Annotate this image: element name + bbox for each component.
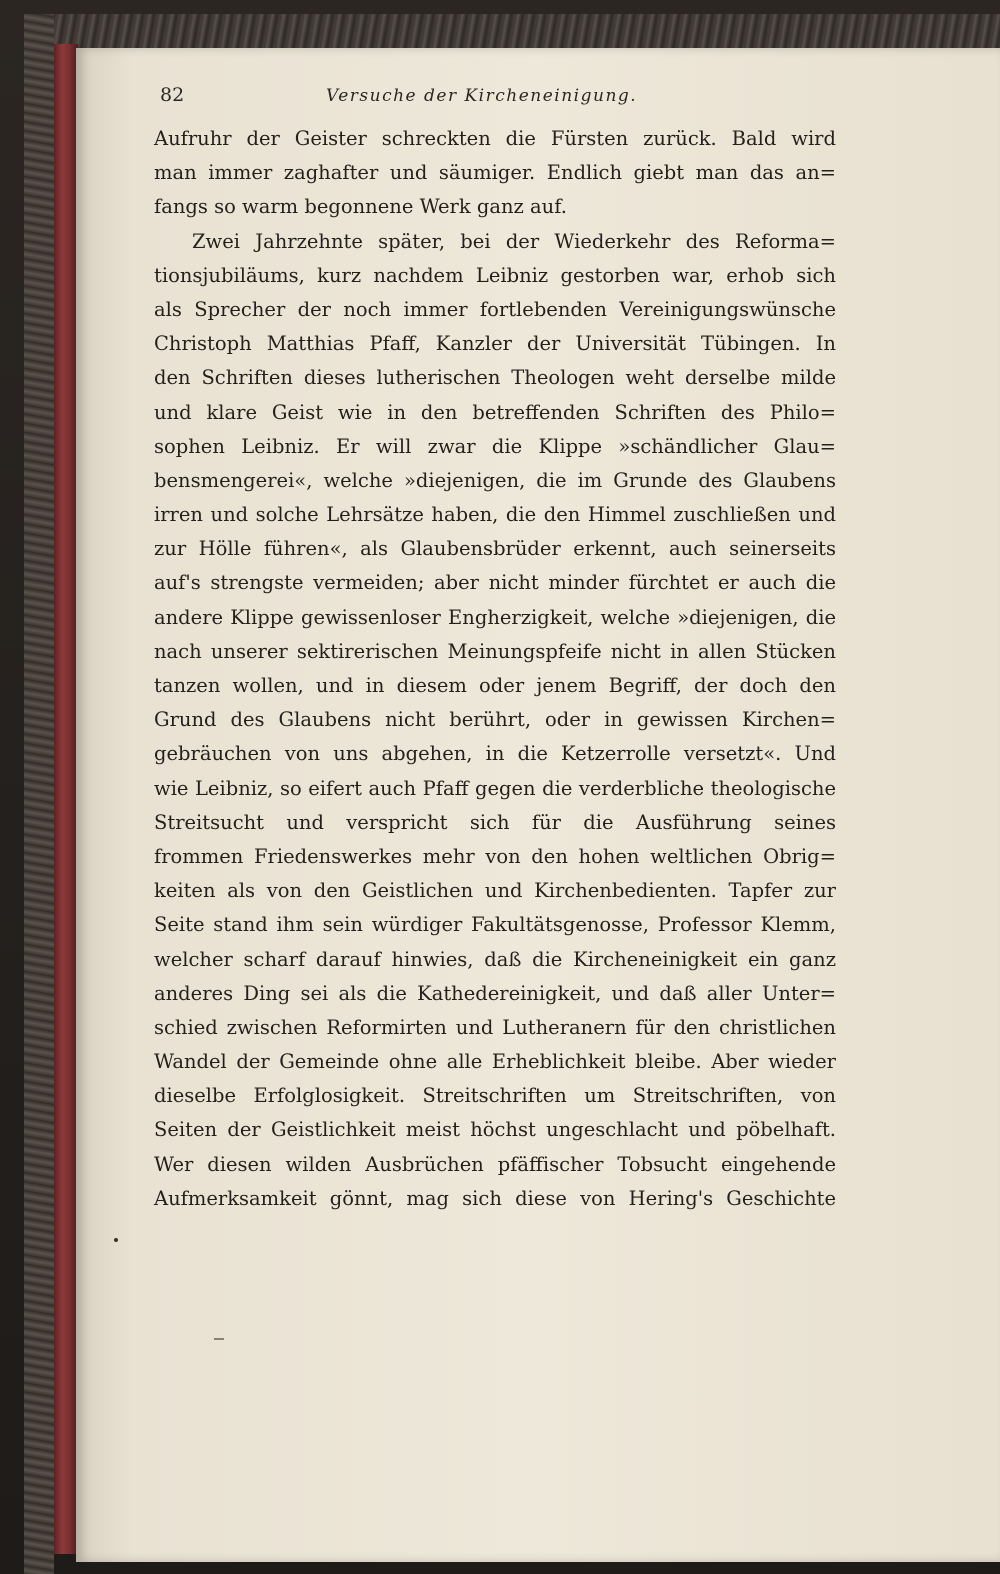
text-line: tanzen wollen, und in diesem oder jenem Begriff, der doch den [154, 674, 836, 697]
page-header [160, 84, 840, 110]
text-line: auf's strengste vermeiden; aber nicht minder fürchtet er auch die [154, 571, 836, 595]
text-line: und klare Geist wie in den betreffenden Schriften des Philo= [154, 400, 836, 424]
text-line: zur Hölle führen«, als Glaubensbrüder erkennt, auch seinerseits [154, 537, 836, 561]
text-line: Seiten der Geistlichkeit meist höchst ungeschlacht und pöbelhaft. [154, 1118, 836, 1142]
text-line: Wer diesen wilden Ausbrüchen pfäffischer Tobsucht eingehende [154, 1152, 836, 1176]
text-line: gebräuchen von uns abgehen, in die Ketzerrolle versetzt«. Und [154, 742, 836, 766]
ink-speck [114, 1238, 118, 1242]
text-line: welcher scharf darauf hinwies, daß die Kircheneinigkeit ein ganz [154, 947, 836, 971]
text-line: schied zwischen Reformirten und Lutheranern für den christlichen [154, 1015, 836, 1039]
text-line: als Sprecher der noch immer fortlebenden Vereinigungswünsche [154, 297, 836, 321]
text-line: frommen Friedenswerkes mehr von den hohen weltlichen Obrig= [154, 844, 836, 868]
text-line: man immer zaghafter und säumiger. Endlich giebt man das an= [154, 161, 836, 185]
text-line: den Schriften dieses lutherischen Theologen weht derselbe milde [154, 366, 836, 390]
text-line: keiten als von den Geistlichen und Kirchenbedienten. Tapfer zur [154, 879, 836, 903]
text-line: fangs so warm begonnene Werk ganz auf. [154, 195, 567, 219]
text-line: bensmengerei«, welche »diejenigen, die im Grunde des Glaubens [154, 468, 836, 492]
book-cover-spine [24, 14, 54, 1574]
text-line: Wandel der Gemeinde ohne alle Erheblichkeit bleibe. Aber wieder [154, 1050, 836, 1074]
text-line: tionsjubiläums, kurz nachdem Leibniz gestorben war, erhob sich [154, 263, 836, 287]
body-text [154, 122, 836, 1216]
text-line: irren und solche Lehrsätze haben, die den Himmel zuschließen und [154, 503, 836, 527]
book-cover-top [24, 14, 1000, 48]
text-line: dieselbe Erfolglosigkeit. Streitschriften um Streitschriften, von [154, 1084, 836, 1108]
ink-dash [214, 1338, 224, 1340]
text-line: sophen Leibniz. Er will zwar die Klippe »schändlicher Glau= [154, 434, 836, 458]
text-line: Zwei Jahrzehnte später, bei der Wiederkehr des Reforma= [192, 229, 836, 253]
text-line: wie Leibniz, so eifert auch Pfaff gegen die verderbliche theologische [154, 776, 836, 800]
running-head: Versuche der Kircheneinigung. [326, 86, 638, 106]
page-edge-red [54, 44, 78, 1554]
text-line: anderes Ding sei als die Kathedereinigkeit, und daß aller Unter= [154, 981, 836, 1005]
page-number: 82 [160, 84, 185, 106]
text-line: Aufmerksamkeit gönnt, mag sich diese von Hering's Geschichte [154, 1186, 836, 1210]
text-line: nach unserer sektirerischen Meinungspfeife nicht in allen Stücken [154, 639, 836, 663]
text-line: Grund des Glaubens nicht berührt, oder in gewissen Kirchen= [154, 708, 836, 732]
text-line: Christoph Matthias Pfaff, Kanzler der Universität Tübingen. In [154, 332, 836, 356]
text-line: Aufruhr der Geister schreckten die Fürsten zurück. Bald wird [154, 127, 836, 150]
text-line: Streitsucht und verspricht sich für die Ausführung seines [154, 810, 836, 834]
text-line: Seite stand ihm sein würdiger Fakultätsgenosse, Professor Klemm, [154, 913, 836, 937]
text-line: andere Klippe gewissenloser Engherzigkeit, welche »diejenigen, die [154, 605, 836, 629]
